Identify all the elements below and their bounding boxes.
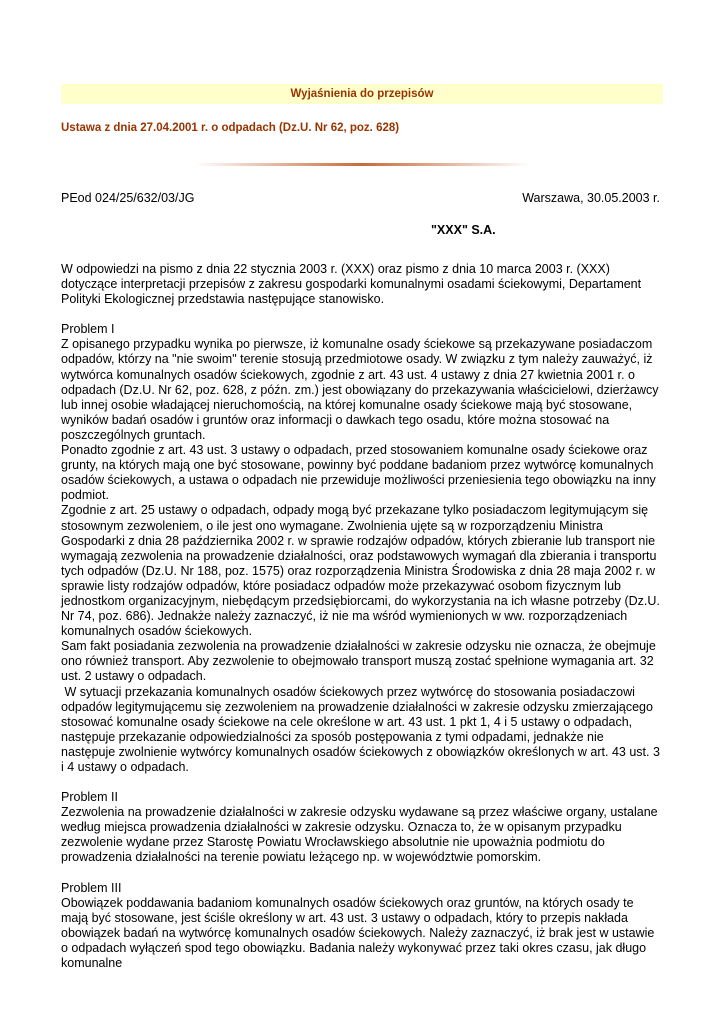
problem-heading: Problem I [61,322,115,337]
paragraph: Z opisanego przypadku wynika po pierwsze, iż komunalne osady ściekowe są przekazywane posiadaczom odpadów, którzy na "nie swoim" terenie stosują przedmiotowe osady. W związku z tym należy zauważyć, iż wytwórca komunalnych osadów ściekowych, zgodnie z art. 43 ust. 4 ustawy z dnia 27 kwietnia 2001 r. o odpadach (Dz.U. Nr 62, poz. 628, z późn. zm.) jest obowiązany do przekazywania właścicielowi, dzierżawcy lub innej osobie władającej nieruchomością, na której komunalne osady ściekowe mają być stosowane, wyników badań osadów i gruntów oraz informacji o dawkach tego osadu, które można stosować na poszczególnych gruntach. [61,337,659,442]
place-date: Warszawa, 30.05.2003 r. [522,191,660,205]
page-title: Wyjaśnienia do przepisów [61,84,663,104]
problem-heading: Problem III [61,880,122,895]
paragraph: Zgodnie z art. 25 ustawy o odpadach, odpady mogą być przekazane tylko posiadaczom legitymującym się stosownym zezwoleniem, o ile jest ono wymagane. Zwolnienia ujęte są w rozporządzeniu Ministra Gospodarki z dnia 28 października 2002 r. w sprawie rodzajów odpadów, których zbieranie lub transport nie wymagają zezwolenia na prowadzenie działalności, oraz podstawowych wymagań dla zbierania i transportu tych odpadów (Dz.U. Nr 188, poz. 1575) oraz rozporządzenia Ministra Środowiska z dnia 28 maja 2002 r. w sprawie listy rodzajów odpadów, które posiadacz odpadów może przekazywać osobom fizycznym lub jednostkom organizacyjnym, niebędącym przedsiębiorcami, do wykorzystania na ich własne potrzeby (Dz.U. Nr 74, poz. 686). Jednakże należy zaznaczyć, iż nie ma wśród wymienionych w ww. rozporządzeniach komunalnych osadów ściekowych. [61,503,660,639]
paragraph: Zezwolenia na prowadzenie działalności w zakresie odzysku wydawane są przez właściwe organy, ustalane według miejsca prowadzenia działalności w zakresie odzysku. Oznacza to, że w opisanym przypadku zezwolenie wydane przez Starostę Powiatu Wrocławskiego absolutnie nie upoważnia podmiotu do prowadzenia działalności na terenie powiatu leżącego np. w województwie pomorskim. [61,805,658,865]
paragraph: Sam fakt posiadania zezwolenia na prowadzenie działalności w zakresie odzysku nie oznacza, że obejmuje ono również transport. Aby zezwolenie to obejmowało transport muszą zostać spełnione wymagania art. 32 ust. 2 ustawy o odpadach. [61,639,656,684]
paragraph: Ponadto zgodnie z art. 43 ust. 3 ustawy o odpadach, przed stosowaniem komunalne osady ściekowe oraz grunty, na których mają one być stosowane, powinny być poddane badaniom przez wytwórcę komunalnych osadów ściekowych, a ustawa o odpadach nie przewiduje możliwości przeniesienia tego obowiązku na inny podmiot. [61,443,656,503]
act-subtitle: Ustawa z dnia 27.04.2001 r. o odpadach (Dz.U. Nr 62, poz. 628) [61,122,400,134]
letter-body [61,262,664,971]
reference-number: PEod 024/25/632/03/JG [61,191,195,205]
paragraph: W sytuacji przekazania komunalnych osadów ściekowych przez wytwórcę do stosowania posiadaczowi odpadów legitymującemu się zezwoleniem na prowadzenie działalności w zakresie odzysku zmierzającego stosować komunalne osady ściekowe na cele określone w art. 43 ust. 1 pkt 1, 4 i 5 ustawy o odpadach, następuje przekazanie odpowiedzialności za sposób postępowania z tymi odpadami, jednakże nie następuje zwolnienie wytwórcy komunalnych osadów ściekowych z obowiązków określonych w art. 43 ust. 3 i 4 ustawy o odpadach. [61,684,664,774]
paragraph: Obowiązek poddawania badaniom komunalnych osadów ściekowych oraz gruntów, na których osady te mają być stosowane, jest ściśle określony w art. 43 ust. 3 ustawy o odpadach, który to przepis nakłada obowiązek badań na wytwórcę komunalnych osadów ściekowych. Należy zaznaczyć, iż brak jest w ustawie o odpadach wyłączeń spod tego obowiązku. Badania należy wykonywać przez taki okres czasu, jak długo komunalne [61,895,655,971]
intro-paragraph: W odpowiedzi na pismo z dnia 22 stycznia 2003 r. (XXX) oraz pismo z dnia 10 marca 2003 r. (XXX) dotyczące interpretacji przepisów z zakresu gospodarki komunalnymi osadami ściekowymi, Departament Polityki Ekologicznej przedstawia następujące stanowisko. [61,262,642,307]
addressee: "XXX" S.A. [431,223,496,237]
problem-heading: Problem II [61,790,118,805]
divider-line [195,163,530,166]
